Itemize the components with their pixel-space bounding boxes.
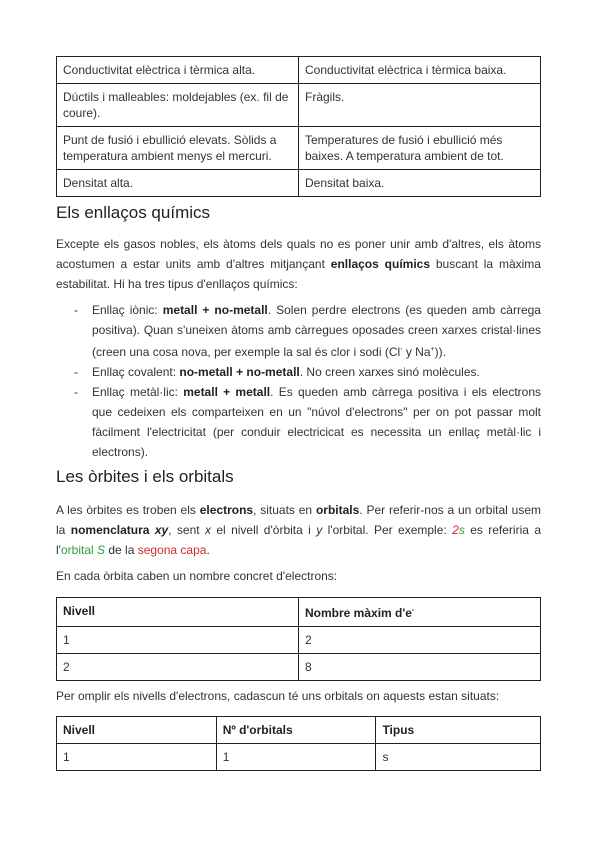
table-header: Nombre màxim d'e- — [299, 598, 541, 627]
table-cell: s — [376, 744, 541, 771]
orbitals-table — [56, 716, 541, 771]
bond-types-list — [56, 300, 541, 462]
table-cell: Punt de fusió i ebullició elevats. Sòlids a temperatura ambient menys el mercuri. — [57, 127, 299, 170]
table-cell: Densitat baixa. — [299, 170, 541, 197]
table-cell: Temperatures de fusió i ebullició més baixes. A temperatura ambient de tot. — [299, 127, 541, 170]
table-header-row — [57, 717, 541, 744]
table-cell: Fràgils. — [299, 84, 541, 127]
section-heading-bonds: Els enllaços químics — [56, 203, 211, 222]
table-cell: 1 — [57, 744, 217, 771]
orbitals-intro-paragraph: Per omplir els nivells d'electrons, cadascun té uns orbitals on aquests estan situats: — [56, 689, 500, 703]
table-cell: Densitat alta. — [57, 170, 299, 197]
capacity-paragraph: En cada òrbita caben un nombre concret d'electrons: — [56, 569, 338, 583]
table-header: Tipus — [376, 717, 541, 744]
table-row — [57, 744, 541, 771]
table-row — [57, 627, 541, 654]
table-cell: Dúctils i malleables: moldejables (ex. fil de coure). — [57, 84, 299, 127]
table-cell: 1 — [216, 744, 376, 771]
table-header: Nº d'orbitals — [216, 717, 376, 744]
list-item-metallic: - Enllaç metàl·lic: metall + metall. Es queden amb càrrega positiva i els electrons que cedeixen els comparteixen en un "núvol d'electrons" per on pot passar molt fàcilment l'electricitat (per conduir electricicat es necessita un enllaç metàl·lic i electrons). — [56, 382, 541, 462]
table-cell: Conductivitat elèctrica i tèrmica alta. — [57, 57, 299, 84]
bonds-intro-paragraph: Excepte els gasos nobles, els àtoms dels quals no es poner unir amb d'altres, els àtoms acostumen a estar units amb d'altres mitjançant enllaços químics buscant la màxima estabilitat. Hi ha tres tipus d'enllaços químics: — [56, 237, 541, 291]
table-row — [57, 654, 541, 681]
table-cell: 1 — [57, 627, 299, 654]
table-row — [57, 57, 541, 84]
table-cell: Conductivitat elèctrica i tèrmica baixa. — [299, 57, 541, 84]
table-header: Nivell — [57, 717, 217, 744]
table-row — [57, 170, 541, 197]
table-header-row — [57, 598, 541, 627]
table-row — [57, 127, 541, 170]
list-item-covalent: - Enllaç covalent: no-metall + no-metall. No creen xarxes sinó molècules. — [56, 362, 541, 382]
table-cell: 2 — [299, 627, 541, 654]
table-header: Nivell — [57, 598, 299, 627]
table-cell: 2 — [57, 654, 299, 681]
section-heading-orbits: Les òrbites i els orbitals — [56, 467, 234, 486]
table-row — [57, 84, 541, 127]
table-cell: 8 — [299, 654, 541, 681]
list-item-ionic: - Enllaç iònic: metall + no-metall. Solen perdre electrons (es queden amb càrrega positiva). Quan s'uneixen àtoms amb càrregues oposades creen xarxes cristal·lines (creen una cosa nova, per exemple la sal és clor i sodi (Cl- y Na+)). — [56, 300, 541, 362]
properties-table — [56, 56, 541, 197]
electrons-table — [56, 597, 541, 681]
orbits-paragraph: A les òrbites es troben els electrons, situats en orbitals. Per referir-nos a un orbital usem la nomenclatura xy, sent x el nivell d'òrbita i y l'orbital. Per exemple: 2s es referiria a l'orbital S de la segona capa. — [56, 503, 541, 557]
